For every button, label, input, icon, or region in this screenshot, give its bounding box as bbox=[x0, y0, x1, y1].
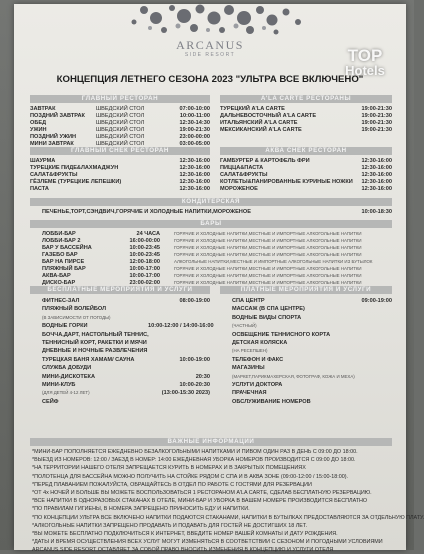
important-info-header: ВАЖНЫЕ ИНФОРМАЦИИ bbox=[30, 438, 392, 446]
free-activity-row bbox=[30, 364, 210, 372]
main-restaurant-row-name: ЗАВТРАК bbox=[30, 106, 56, 112]
paid-service-row-name: ОБСЛУЖИВАНИЕ НОМЕРОВ bbox=[232, 398, 311, 405]
free-activity-row-time bbox=[148, 314, 210, 322]
bar-row bbox=[30, 231, 392, 238]
main-restaurant-row bbox=[30, 127, 210, 134]
snack-aqua-row-time: 12:30-16:00 bbox=[361, 172, 392, 178]
snack-aqua-row-time: 12:30-16:00 bbox=[361, 158, 392, 164]
free-activity-row-name: ПЛЯЖНЫЙ ВОЛЕЙБОЛ bbox=[42, 306, 107, 313]
free-activity-row bbox=[30, 314, 210, 322]
main-restaurant-row-time: 10:00-11:00 bbox=[179, 113, 210, 119]
bar-hours: 10:00-17:00 bbox=[129, 266, 160, 272]
bar-description: ГОРЯЧИЕ И ХОЛОДНЫЕ НАПИТКИ,МЕСТНЫЕ И ИМПОРТНЫЕ АЛКОГОЛЬНЫЕ НАПИТКИ bbox=[174, 231, 362, 236]
confectionery-time: 10:00-18:30 bbox=[361, 209, 392, 215]
paid-service-row-time bbox=[338, 364, 392, 372]
free-activity-row-time bbox=[148, 339, 210, 347]
free-activity-row bbox=[30, 373, 210, 381]
paid-services-section bbox=[220, 286, 392, 406]
snack-main-row-name: САЛАТ&ФРУКТЫ bbox=[30, 172, 78, 178]
paid-service-row-time bbox=[338, 398, 392, 406]
paid-service-row-time: 09:00-19:00 bbox=[361, 298, 392, 304]
main-restaurant-row-type: ШВЕДСКИЙ СТОЛ bbox=[96, 141, 145, 147]
paid-service-row-name: ВОДНЫЕ ВИДЫ СПОРТА bbox=[232, 314, 302, 321]
bar-name: БАР НА ПИРСЕ bbox=[42, 259, 85, 265]
snack-main-section bbox=[30, 147, 210, 193]
snack-aqua-row-name: ГАМБУРГЕР & КАРТОФЕЛЬ ФРИ bbox=[220, 158, 310, 164]
snack-aqua-row-time: 12:30-16:00 bbox=[361, 179, 392, 185]
important-info-line: ARCANUS SIDE RESORT ОСТАВЛЯЕТ ЗА СОБОЙ ПРАВО ВНОСИТЬ ИЗМЕНЕНИЯ В КОНЦЕПЦИЮ И УСЛУГИ ОТЕЛЯ bbox=[32, 547, 334, 554]
paid-service-row-name: ОСВЕЩЕНИЕ ТЕННИСНОГО КОРТА bbox=[232, 331, 331, 338]
main-restaurant-header: ГЛАВНЫЙ РЕСТОРАН bbox=[30, 95, 210, 103]
bars-section bbox=[30, 220, 392, 287]
free-activity-row-name: (В ЗАВИСИМОСТИ ОТ ПОГОДЫ) bbox=[42, 314, 111, 320]
important-info-line: *ВСЕ НАПИТКИ В ОДНОРАЗОВЫХ СТАКАНАХ В ОТЕЛЕ, МИНИ-БАР И УБОРКА В ВАШЕМ НОМЕРЕ ПРОИЗВОДИТСЯ БЕСПЛАТНО bbox=[32, 498, 368, 505]
confectionery-section bbox=[30, 198, 392, 216]
alacarte-row bbox=[220, 127, 392, 134]
paid-service-row-time bbox=[338, 356, 392, 364]
important-info-line: *ПОЛОТЕНЦА ДЛЯ БАССЕЙНА МОЖНО ПОЛУЧИТЬ НА СТОЙКЕ РЯДОМ С СПА И В АКВА ЗОНЕ (09:00-12:00 / 15:00-18:00). bbox=[32, 473, 349, 480]
paid-service-row-time bbox=[338, 322, 392, 330]
paid-service-row bbox=[220, 356, 392, 364]
paid-service-row-name: МАССАЖ (В СПА ЦЕНТРЕ) bbox=[232, 306, 305, 313]
alacarte-row-name: ДАЛЬНЕВОСТОЧНЫЙ A'LA CARTE bbox=[220, 113, 317, 119]
bar-row bbox=[30, 259, 392, 266]
free-activity-row bbox=[30, 381, 210, 389]
snack-main-row-time: 12:30-16:00 bbox=[179, 165, 210, 171]
snack-aqua-row bbox=[220, 172, 392, 179]
paid-service-row-name: СПА ЦЕНТР bbox=[232, 298, 265, 304]
main-restaurant-row-type: ШВЕДСКИЙ СТОЛ bbox=[96, 127, 145, 133]
snack-main-row-time: 12:30-16:00 bbox=[179, 186, 210, 192]
snack-main-header: ГЛАВНЫЙ СНЕК РЕСТОРАН bbox=[30, 147, 210, 155]
main-restaurant-row-name: ПОЗДНИЙ УЖИН bbox=[30, 134, 77, 140]
free-activity-row-name: ФИТНЕС-ЗАЛ bbox=[42, 298, 80, 304]
free-activity-row-name: МИНИ-ДИСКОТЕКА bbox=[42, 373, 96, 380]
snack-main-row-time: 12:30-16:00 bbox=[179, 172, 210, 178]
bar-name: АКВА-БАР bbox=[42, 273, 71, 279]
free-activity-row bbox=[30, 339, 210, 347]
snack-main-row bbox=[30, 172, 210, 179]
paid-service-row-time bbox=[338, 381, 392, 389]
important-info-line: *ПО КОНЦЕПЦИИ УЛЬТРА ВСЕ ВКЛЮЧЕНО НАПИТКИ ПОДАЮТСЯ СТАКАНАМИ, НАПИТКИ В БУТЫЛКАХ ПРЕДОСТАВЛЯЮТСЯ ЗА ОТДЕЛЬНУЮ ПЛАТУ. bbox=[32, 514, 424, 521]
main-restaurant-row-time: 19:00-21:30 bbox=[179, 127, 210, 133]
free-activity-row-name: МИНИ-КЛУБ bbox=[42, 381, 76, 388]
snack-main-row-name: ШАУРМА bbox=[30, 158, 56, 164]
important-info-line: *ОТ 4х НОЧЕЙ И БОЛЬШЕ ВЫ МОЖЕТЕ ВОСПОЛЬЗОВАТЬСЯ 1 РЕСТОРАНОМ A'LA CARTE, СДЕЛАВ БЕСПЛАТНУЮ РЕЗЕРВАЦИЮ. bbox=[32, 489, 372, 496]
main-restaurant-row-type: ШВЕДСКИЙ СТОЛ bbox=[96, 106, 145, 112]
bar-description: ГОРЯЧИЕ И ХОЛОДНЫЕ НАПИТКИ,МЕСТНЫЕ И ИМПОРТНЫЕ АЛКОГОЛЬНЫЕ НАПИТКИ bbox=[174, 280, 362, 285]
bar-hours: 10:00-17:00 bbox=[129, 273, 160, 279]
bar-hours: 24 ЧАСА bbox=[136, 231, 160, 237]
paid-service-row-name: (НА РЕСЕПШЕН) bbox=[232, 348, 268, 354]
free-activity-row-name: СЛУЖБА ДОБУДИ bbox=[42, 365, 92, 372]
bar-description: ГОРЯЧИЕ И ХОЛОДНЫЕ НАПИТКИ,МЕСТНЫЕ И ИМПОРТНЫЕ АЛКОГОЛЬНЫЕ НАПИТКИ bbox=[174, 245, 362, 250]
bar-row bbox=[30, 252, 392, 259]
hotel-logo-name: ARCANUS bbox=[176, 38, 244, 52]
snack-main-row bbox=[30, 186, 210, 193]
free-activity-row bbox=[30, 331, 210, 339]
paid-service-row bbox=[220, 364, 392, 372]
paid-service-row bbox=[220, 297, 392, 305]
free-activity-row bbox=[30, 347, 210, 355]
alacarte-row bbox=[220, 120, 392, 127]
main-restaurant-row bbox=[30, 113, 210, 120]
paid-service-row-name: ТЕЛЕФОН И ФАКС bbox=[232, 356, 284, 363]
free-activity-row-name: (ДЛЯ ДЕТЕЙ 4-12 ЛЕТ) bbox=[42, 390, 90, 396]
snack-aqua-row-name: САЛАТ&ФРУКТЫ bbox=[220, 172, 268, 178]
free-activity-row-time bbox=[148, 305, 210, 313]
free-activity-row-time: (13:00-15:30 2023) bbox=[161, 390, 210, 397]
paid-service-row bbox=[220, 347, 392, 355]
main-restaurant-row-name: МИНИ ЗАВТРАК bbox=[30, 141, 74, 147]
free-activity-row bbox=[30, 356, 210, 364]
important-info-line: *ВЫ МОЖЕТЕ БЕСПЛАТНО ПОДКЛЮЧИТЬСЯ К ИНТЕРНЕТ, ВВЕДИТЕ НОМЕР ВАШЕЙ КОМНАТЫ И ДАТУ РОЖДЕНИЯ. bbox=[32, 530, 338, 537]
snack-aqua-row-name: КОТЛЕТЫ&ПАНИРОВАННЫЕ КУРИНЫЕ НОЖКИ bbox=[220, 179, 353, 185]
paid-service-row bbox=[220, 331, 392, 339]
bar-description: ГОРЯЧИЕ И ХОЛОДНЫЕ НАПИТКИ,МЕСТНЫЕ И ИМПОРТНЫЕ АЛКОГОЛЬНЫЕ НАПИТКИ bbox=[174, 238, 362, 243]
important-info-line: *МИНИ-БАР ПОПОЛНЯЕТСЯ ЕЖЕДНЕВНО БЕЗАЛКОГОЛЬНЫМИ НАПИТКАМИ И ПИВОМ ОДИН РАЗ В ДЕНЬ С 09:00 ДО 18:00. bbox=[32, 449, 358, 455]
paid-service-row bbox=[220, 322, 392, 330]
main-restaurant-row-name: УЖИН bbox=[30, 127, 47, 133]
free-activity-row-name: СЕЙФ bbox=[42, 398, 59, 405]
paid-service-row bbox=[220, 314, 392, 322]
free-activities-header: БЕСПЛАТНЫЕ МЕРОПРИЯТИЯ И УСЛУГИ bbox=[30, 286, 210, 294]
free-activity-row-time bbox=[148, 398, 210, 406]
alacarte-row-name: ИТАЛЬЯНСКИЙ A'LA CARTE bbox=[220, 120, 298, 126]
paid-service-row-name: (МАРКЕТ,ПАРИКМАХЕРСКАЯ, ФОТОГРАФ, КОЖА И МЕХА) bbox=[232, 373, 355, 379]
paid-service-row-time bbox=[338, 305, 392, 313]
bar-hours: 23:00-02:00 bbox=[129, 280, 160, 286]
alacarte-row-name: МЕКСИКАНСКИЙ A'LA CARTE bbox=[220, 127, 302, 133]
free-activities-section bbox=[30, 286, 214, 406]
bars-header: БАРЫ bbox=[30, 220, 392, 228]
alacarte-section bbox=[220, 95, 392, 134]
snack-main-row-name: ГЁЗЛЕМЕ (ТУРЕЦКИЕ ЛЕПЕШКИ) bbox=[30, 179, 122, 185]
paid-service-row bbox=[220, 339, 392, 347]
free-activity-row-name: ТЕННИСНЫЙ КОРТ, РАКЕТКИ И МЯЧИ bbox=[42, 339, 147, 346]
snack-aqua-row bbox=[220, 179, 392, 186]
main-restaurant-row-time: 23:00-00:00 bbox=[179, 134, 210, 140]
free-activity-row-name: БОЧЧА,ДАРТ, НАСТОЛЬНЫЙ ТЕННИС, bbox=[42, 331, 149, 338]
important-info-line: *ВЫЕЗД ИЗ НОМЕРОВ: 12:00 / ЗАЕЗД В НОМЕР: 14:00 ЕЖЕДНЕВНАЯ УБОРКА НОМЕРОВ ПРОИЗВОДИТСЯ С 09:00 ДО 18:00. bbox=[32, 457, 356, 464]
snack-aqua-row-time: 12:30-16:00 bbox=[361, 165, 392, 171]
tophotels-watermark bbox=[330, 46, 400, 78]
alacarte-row-time: 19:00-21:30 bbox=[361, 127, 392, 133]
main-restaurant-row-type: ШВЕДСКИЙ СТОЛ bbox=[96, 113, 145, 119]
snack-aqua-row bbox=[220, 158, 392, 165]
paid-service-row-time bbox=[338, 389, 392, 397]
paid-service-row-time bbox=[338, 347, 392, 355]
alacarte-row-time: 19:00-21:30 bbox=[361, 106, 392, 112]
paid-service-row-time bbox=[338, 331, 392, 339]
bar-row bbox=[30, 245, 392, 252]
bar-hours: 10:00-23:45 bbox=[129, 252, 160, 258]
paid-service-row bbox=[220, 305, 392, 313]
paid-service-row-name: МАГАЗИНЫ bbox=[232, 365, 265, 372]
free-activity-row bbox=[30, 322, 214, 330]
snack-main-row-time: 12:30-16:00 bbox=[179, 158, 210, 164]
paid-services-header: ПЛАТНЫЕ МЕРОПРИЯТИЯ И УСЛУГИ bbox=[220, 286, 392, 294]
bar-name: ЛОББИ-БАР 2 bbox=[42, 238, 81, 244]
bar-name: ДИСКО-БАР bbox=[42, 280, 76, 286]
paid-service-row bbox=[220, 398, 392, 406]
free-activity-row-time bbox=[148, 347, 210, 355]
paid-service-row-name: УСЛУГИ ДОКТОРА bbox=[232, 381, 283, 388]
snack-aqua-section bbox=[220, 147, 392, 193]
alacarte-row-time: 19:00-21:30 bbox=[361, 120, 392, 126]
important-info-line: *НА ТЕРРИТОРИИ НАШЕГО ОТЕЛЯ ЗАПРЕЩАЕТСЯ КУРИТЬ В НОМЕРАХ И В ЗАКРЫТЫХ ПОМЕЩЕНИЯХ bbox=[32, 465, 306, 472]
alacarte-row bbox=[220, 106, 392, 113]
bar-name: БАР У БАССЕЙНА bbox=[42, 245, 92, 251]
snack-main-row bbox=[30, 165, 210, 172]
free-activity-row bbox=[30, 305, 210, 313]
snack-main-row-name: ТУРЕЦКИЕ ПИДЕ&ЛАХМАДЖУН bbox=[30, 165, 119, 171]
watermark-top: TOP bbox=[347, 46, 383, 65]
main-restaurant-row bbox=[30, 120, 210, 127]
free-activity-row-time: 20:30 bbox=[195, 373, 210, 380]
bar-description: ГОРЯЧИЕ И ХОЛОДНЫЕ НАПИТКИ,МЕСТНЫЕ И ИМПОРТНЫЕ АЛКОГОЛЬНЫЕ НАПИТКИ bbox=[174, 273, 362, 278]
free-activity-row bbox=[30, 398, 210, 406]
main-restaurant-section bbox=[30, 95, 210, 148]
confectionery-row bbox=[30, 209, 392, 216]
main-restaurant-row bbox=[30, 106, 210, 113]
free-activity-row bbox=[30, 389, 210, 397]
bar-name: ЛОББИ-БАР bbox=[42, 231, 76, 237]
alacarte-row-time: 19:00-21:30 bbox=[361, 113, 392, 119]
bar-description: АЛКОГОЛЬНЫЕ НАПИТКИ,МЕСТНЫЕ И ИМПОРТНЫЕ АЛКОГОЛЬНЫЕ НАПИТКИ ИЗ БУТЫЛОК bbox=[174, 259, 373, 264]
hotel-logo-subtitle: SIDE RESORT bbox=[184, 52, 236, 58]
paid-service-row-time bbox=[338, 373, 392, 381]
paid-service-row-name: (ЧАСТНЫЙ) bbox=[232, 323, 257, 329]
bar-row bbox=[30, 238, 392, 245]
concept-sheet bbox=[14, 4, 424, 554]
main-restaurant-row-time: 03:00-05:00 bbox=[179, 141, 210, 147]
bar-row bbox=[30, 266, 392, 273]
snack-main-row bbox=[30, 179, 210, 186]
page-title: КОНЦЕПЦИЯ ЛЕТНЕГО СЕЗОНА 2023 "УЛЬТРА ВСЕ ВКЛЮЧЕНО" bbox=[56, 74, 364, 85]
paid-service-row-name: ДЕТСКАЯ КОЛЯСКА bbox=[232, 339, 288, 346]
important-info-line: *ПЕРЕД ПЛАВАНИЕМ ПОЖАЛУЙСТА, ОБРАЩАЙТЕСЬ В ОТДЕЛ ПО РАБОТЕ С ГОСТЯМИ ДЛЯ РЕЗЕРВАЦИИ bbox=[32, 481, 312, 488]
paid-service-row bbox=[220, 373, 392, 381]
snack-aqua-row-time: 12:30-16:00 bbox=[361, 186, 392, 192]
free-activity-row-time: 10:00-20:30 bbox=[179, 381, 210, 388]
main-restaurant-row-type: ШВЕДСКИЙ СТОЛ bbox=[96, 134, 145, 140]
free-activity-row-time: 10:00-12:00 / 14:00-16:00 bbox=[148, 323, 214, 330]
free-activity-row bbox=[30, 297, 210, 305]
free-activity-row-name: ДНЕВНЫЕ И НОЧНЫЕ РАЗВЛЕЧЕНИЯ bbox=[42, 348, 148, 355]
snack-aqua-header: АКВА СНЕК РЕСТОРАН bbox=[220, 147, 392, 155]
important-info-line: *ДАТЫ И ВРЕМЯ ОСУЩЕСТВЛЕНИЯ ВСЕХ УСЛУГ МОГУТ ИЗМЕНЯТЬСЯ В СООТВЕТСТВИИ С СЕЗОНОМ И ПОГОДНЫМИ УСЛОВИЯМИ bbox=[32, 539, 383, 546]
snack-main-row bbox=[30, 158, 210, 165]
bar-name: ПЛЯЖНЫЙ БАР bbox=[42, 266, 86, 272]
main-restaurant-row-type: ШВЕДСКИЙ СТОЛ bbox=[96, 120, 145, 126]
bar-name: ГАЗЕБО БАР bbox=[42, 252, 78, 258]
free-activity-row-time: 08:00-19:00 bbox=[179, 298, 210, 304]
paid-service-row bbox=[220, 389, 392, 397]
bar-description: ГОРЯЧИЕ И ХОЛОДНЫЕ НАПИТКИ,МЕСТНЫЕ И ИМПОРТНЫЕ АЛКОГОЛЬНЫЕ НАПИТКИ bbox=[174, 252, 362, 257]
important-info-section bbox=[30, 438, 424, 554]
bar-hours: 10:00-23:45 bbox=[129, 245, 160, 251]
free-activity-row-time bbox=[148, 331, 210, 339]
snack-aqua-row-name: МОРОЖЕНОЕ bbox=[220, 186, 258, 192]
free-activity-row-time bbox=[148, 364, 210, 372]
confectionery-header: КОНДИТЕРСКАЯ bbox=[30, 198, 392, 206]
snack-main-row-name: ПАСТА bbox=[30, 186, 49, 192]
snack-aqua-row bbox=[220, 186, 392, 193]
snack-aqua-row-name: ПИЦЦА&ПАСТА bbox=[220, 165, 264, 171]
important-info-line: *АЛКОГОЛЬНЫЕ НАПИТКИ ЗАПРЕЩЕНО ПРОДАВАТЬ И ПОДАВАТЬ ДЛЯ ГОСТЕЙ НЕ ДОСТИГШИХ 18 ЛЕТ. bbox=[32, 522, 308, 529]
confectionery-items: ПЕЧЕНЬЕ,ТОРТ,СЭНДВИЧ,ГОРЯЧИЕ И ХОЛОДНЫЕ НАПИТКИ,МОРОЖЕНОЕ bbox=[42, 209, 251, 215]
main-restaurant-row-name: ПОЗДНИЙ ЗАВТРАК bbox=[30, 113, 85, 119]
free-activity-row-name: ВОДНЫЕ ГОРКИ bbox=[42, 323, 88, 330]
main-restaurant-row-name: ОБЕД bbox=[30, 120, 47, 126]
alacarte-row bbox=[220, 113, 392, 120]
main-restaurant-row-time: 07:00-10:00 bbox=[179, 106, 210, 112]
bar-row bbox=[30, 273, 392, 280]
alacarte-header: A'LA CARTE РЕСТОРАНЫ bbox=[220, 95, 392, 103]
snack-aqua-row bbox=[220, 165, 392, 172]
main-restaurant-row-time: 12:30-14:30 bbox=[179, 120, 210, 126]
important-info-line: *ПО ПРАВИЛАМ ГИГИЕНЫ, В НОМЕРА ЗАПРЕЩЕНО ПРИНОСИТЬ ЕДУ И НАПИТКИ. bbox=[32, 506, 250, 513]
main-restaurant-row bbox=[30, 134, 210, 141]
snack-main-row-time: 12:30-16:00 bbox=[179, 179, 210, 185]
paid-service-row-time bbox=[338, 339, 392, 347]
watermark-bottom: Hotels bbox=[345, 63, 385, 78]
paid-service-row bbox=[220, 381, 392, 389]
free-activity-row-name: ТУРЕЦКАЯ БАНЯ ХАМАМ/ САУНА bbox=[42, 356, 135, 363]
paid-service-row-time bbox=[338, 314, 392, 322]
bar-description: ГОРЯЧИЕ И ХОЛОДНЫЕ НАПИТКИ,МЕСТНЫЕ И ИМПОРТНЫЕ АЛКОГОЛЬНЫЕ НАПИТКИ bbox=[174, 266, 362, 271]
paid-service-row-name: ПРАЧЕЧНАЯ bbox=[232, 390, 267, 397]
alacarte-row-name: ТУРЕЦКИЙ A'LA CARTE bbox=[220, 106, 285, 112]
bar-hours: 12:00-18:00 bbox=[129, 259, 160, 265]
free-activity-row-time: 10:00-19:00 bbox=[179, 356, 210, 363]
bar-hours: 16:00-00:00 bbox=[129, 238, 160, 244]
